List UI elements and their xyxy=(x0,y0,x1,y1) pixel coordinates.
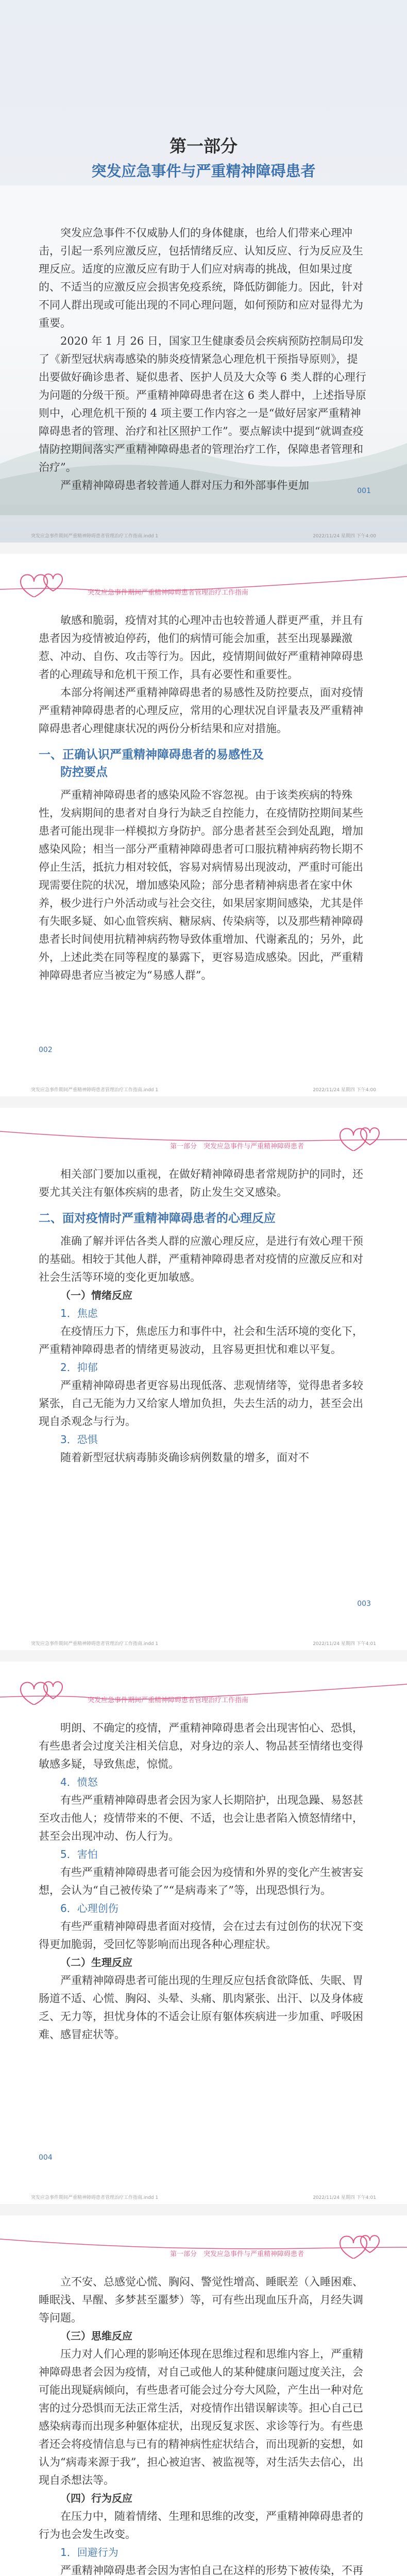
paragraph: 本部分将阐述严重精神障碍患者的易感性及防控要点，面对疫情严重精神障碍患者的心理反应，常用的心理状况自评量表及严重精神障碍患者心理健康状况的两份分析结果和应对措施。 xyxy=(39,686,363,735)
page-number: 002 xyxy=(39,1046,53,1054)
paragraph: 在压力中，随着情绪、生理和思维的改变，严重精神障碍患者的行为也会发生改变。 xyxy=(39,2510,363,2540)
page-4-body xyxy=(39,1719,368,2044)
running-header: 第一部分 突发应急事件与严重精神障碍患者 xyxy=(170,1143,304,1150)
paragraph: 立不安、总感觉心慌、胸闷、警觉性增高、睡眠差（入睡困难、睡眠浅、早醒、多梦甚至噩梦）等，可有些出现血压升高，月经失调等问题。 xyxy=(39,2276,363,2324)
item-title: 1．焦虑 xyxy=(60,1307,98,1319)
page-gap xyxy=(0,543,407,554)
page-gap xyxy=(0,1096,407,1108)
paragraph: 严重精神障碍患者可能出现的生理反应包括食欲降低、失眠、胃肠道不适、心慌、胸闷、头晕、头痛、肌肉紧张、出汗、以及身体疲乏、无力等，担忧身体的不适会让原有躯体疾病进一步加重、呼吸困难、感冒症状等。 xyxy=(39,1974,363,2041)
paragraph: 明朗、不确定的疫情，严重精神障碍患者会出现害怕心、恐惧，有些患者会过度关注相关信息，对身边的亲人、物品甚至情绪也变得敏感多疑，导致焦虑，惊慌。 xyxy=(39,1722,363,1770)
footer-file: 突发应急事件期间严重精神障碍患者管理治疗工作指南.indd 1 xyxy=(31,1088,159,1093)
paragraph: 有些严重精神障碍患者可能会因为疫情和外界的变化产生被害妄想，会认为“自己被传染了”“是病毒来了”等，出现恐惧行为。 xyxy=(39,1866,363,1896)
footer-date: 2022/11/24 星期四 下午4:01 xyxy=(313,2195,376,2200)
part-title: 突发应急事件与严重精神障碍患者 xyxy=(91,162,316,180)
section-title: 二、面对疫情时严重精神障碍患者的心理反应 xyxy=(39,1212,276,1225)
paragraph: 随着新型冠状病毒肺炎确诊病例数量的增多，面对不 xyxy=(60,1451,309,1464)
page-4 xyxy=(0,1662,407,2204)
page-footer xyxy=(0,1635,407,1650)
page-footer xyxy=(0,1081,407,1096)
paragraph: 严重精神障碍患者更容易出现低落、悲观情绪等，觉得患者多较紧张，自己无能为力又给家人增加负担，失去生活的动力，甚至会出现自杀观念与行为。 xyxy=(39,1379,363,1428)
paragraph: 2020 年 1 月 26 日，国家卫生健康委员会疾病预防控制局印发了《新型冠状病毒感染的肺炎疫情紧急心理危机干预指导原则》，提出要做好确诊患者、疑似患者、医护人员及大众等 6 类人群的心理行为问题的分级干预。严重精神障碍患者在这 6 类人群中，上述指导原则中，心理危机干预的 4 项主要工作内容之一是“做好居家严重精神障碍患者的管理、治疗和社区照护工作”。要点解读中提到“就调查疫情防控期间落实严重精神障碍患者的管理治疗工作，保障患者管理和治疗”。 xyxy=(39,335,366,473)
page-2-body xyxy=(39,612,368,985)
section-title xyxy=(39,746,368,781)
paragraph: 敏感和脆弱，疫情对其的心理冲击也较普通人群更严重，并且有患者因为疫情被迫停药，他们的病情可能会加重，甚至出现暴躁激惹、冲动、自伤、攻击等行为。因此，疫情期间做好严重精神障碍患者的心理疏导和危机干预工作，具有必要性和重要性。 xyxy=(39,614,363,681)
page-5 xyxy=(0,2215,407,2576)
page-footer xyxy=(0,2189,407,2204)
page-3-body xyxy=(39,1165,368,1467)
paragraph: 有些严重精神障碍患者会因为家人长期陪护，出现急躁、易怒甚至攻击他人；疫情带来的不便、不适，也会让患者陷入愤怒情绪中，甚至会出现冲动、伤人行为。 xyxy=(39,1794,363,1842)
item-title: 2．抑郁 xyxy=(60,1361,98,1374)
page-number: 001 xyxy=(357,487,371,495)
item-title: 1．回避行为 xyxy=(60,2546,118,2558)
part-label: 第一部分 xyxy=(169,136,238,156)
paragraph: 有些严重精神障碍患者面对疫情，会在过去有过创伤的状况下变得更加脆弱，受回忆等影响而出现各种心理症状。 xyxy=(39,1920,363,1951)
item-title: 3．恐惧 xyxy=(60,1433,98,1446)
page-1-body xyxy=(39,224,368,495)
paragraph: 严重精神障碍患者较普通人群对压力和外部事件更加 xyxy=(60,479,309,492)
item-title: 5．害怕 xyxy=(60,1848,98,1860)
paragraph: 准确了解并评估各类人群的应激心理反应，是进行有效心理干预的基础。相较于其他人群，严重精神障碍患者对疫情的应激反应和对社会生活等环境的变化更加敏感。 xyxy=(39,1235,363,1283)
paragraph: 突发应急事件不仅威胁人们的身体健康，也给人们带来心理冲击，引起一系列应激反应，包括情绪反应、认知反应、行为反应及生理反应。适度的应激反应有助于人们应对病毒的挑战，但如果过度的、不适当的应激反应会损害免疫系统，降低防御能力。因此，针对不同人群出现或可能出现的不同心理问题，如何预防和应对显得尤为重要。 xyxy=(39,227,363,329)
subsection-title: （三）思维反应 xyxy=(60,2330,132,2342)
footer-date: 2022/11/24 星期四 下午4:00 xyxy=(313,534,376,539)
item-title: 4．愤怒 xyxy=(60,1776,98,1788)
page-3 xyxy=(0,1108,407,1650)
paragraph: 在疫情压力下，焦虑压力和事件中，社会和生活环境的变化下，严重精神障碍患者的情绪更易波动，且容易更担忧和难以平复。 xyxy=(39,1325,363,1355)
subsection-title: （一）情绪反应 xyxy=(60,1289,132,1301)
subsection-title: （二）生理反应 xyxy=(60,1956,132,1969)
item-title: 6．心理创伤 xyxy=(60,1902,118,1914)
page-gap xyxy=(0,1650,407,1662)
page-1 xyxy=(0,0,407,543)
footer-file: 突发应急事件期间严重精神障碍患者管理治疗工作指南.indd 1 xyxy=(31,2195,159,2200)
footer-date: 2022/11/24 星期四 下午4:00 xyxy=(313,1088,376,1093)
paragraph: 严重精神障碍患者会因为害怕自己在这样的形势下被传染，不再 xyxy=(60,2564,363,2576)
footer-date: 2022/11/24 星期四 下午4:01 xyxy=(313,1641,376,1647)
section-title-line-2: 防控要点 xyxy=(60,766,108,779)
paragraph: 压力对人们心理的影响还体现在思维过程和思维内容上，严重精神障碍患者会因为疫情，对自己或他人的某种健康问题过度关注，会可能出现疑病倾向，有些患者可能会过分夸大风险，产生出一种对危害的过分恐惧而无法正常生活，对疫情作出错误解读等。担心自己已感染病毒而出现多种躯体症状，出现反复求医、求诊等行为。有些患者还会将疫情信息与已有的精神病性症状结合，而出现新的妄想，如认为“病毒来源于我”，担心被迫害、被监视等，对生活失去信心，出现自杀想法等。 xyxy=(39,2348,364,2486)
footer-file: 突发应急事件期间严重精神障碍患者管理治疗工作指南.indd 1 xyxy=(31,534,159,539)
running-header: 第一部分 突发应急事件与严重精神障碍患者 xyxy=(170,2250,304,2258)
paragraph: 严重精神障碍患者的感染风险不容忽视。由于该类疾病的特殊性，发病期间的患者对自身行为缺乏自控能力，在疫情防控期间某些患者可能出现非一样模拟方身防护。部分患者甚至会到处乱跑，增加感染风险；相当一部分严重精神障碍患者可口服抗精神病药物长期不停止生活，抵抗力相对较低，容易对病情易出现波动，严重时可能出现需要住院的状况，增加感染风险；部分患者精神病患者在家中休养，极少进行户外活动或与社会交往，如果居家期间感染，尤其是伴有失眠多疑、如心血管疾病、糖尿病、传染病等，以及那些精神障碍患者长时间使用抗精神病药物导致体重增加、代谢紊乱的；另外，此外，上述此类在同等程度的暴露下，更容易造成感染。因此，严重精神障碍患者应当被定为“易感人群”。 xyxy=(39,789,363,981)
section-title-line-1: 一、正确认识严重精神障碍患者的易感性及 xyxy=(39,748,264,761)
running-header: 突发应急事件期间严重精神障碍患者管理治疗工作指南 xyxy=(88,1697,249,1704)
running-header: 突发应急事件期间严重精神障碍患者管理治疗工作指南 xyxy=(88,589,249,597)
paragraph: 相关部门要加以重视，在做好精神障碍患者常规防护的同时，还要尤其关注有躯体疾病的患者，防止发生交叉感染。 xyxy=(39,1168,363,1198)
page-number: 003 xyxy=(357,1600,371,1608)
page-gap xyxy=(0,2204,407,2215)
page-2 xyxy=(0,554,407,1096)
page-number: 004 xyxy=(39,2154,53,2162)
page-5-body xyxy=(39,2273,368,2576)
subsection-title: （四）行为反应 xyxy=(60,2492,132,2504)
page-footer xyxy=(0,527,407,543)
footer-file: 突发应急事件期间严重精神障碍患者管理治疗工作指南.indd 1 xyxy=(31,1641,159,1647)
